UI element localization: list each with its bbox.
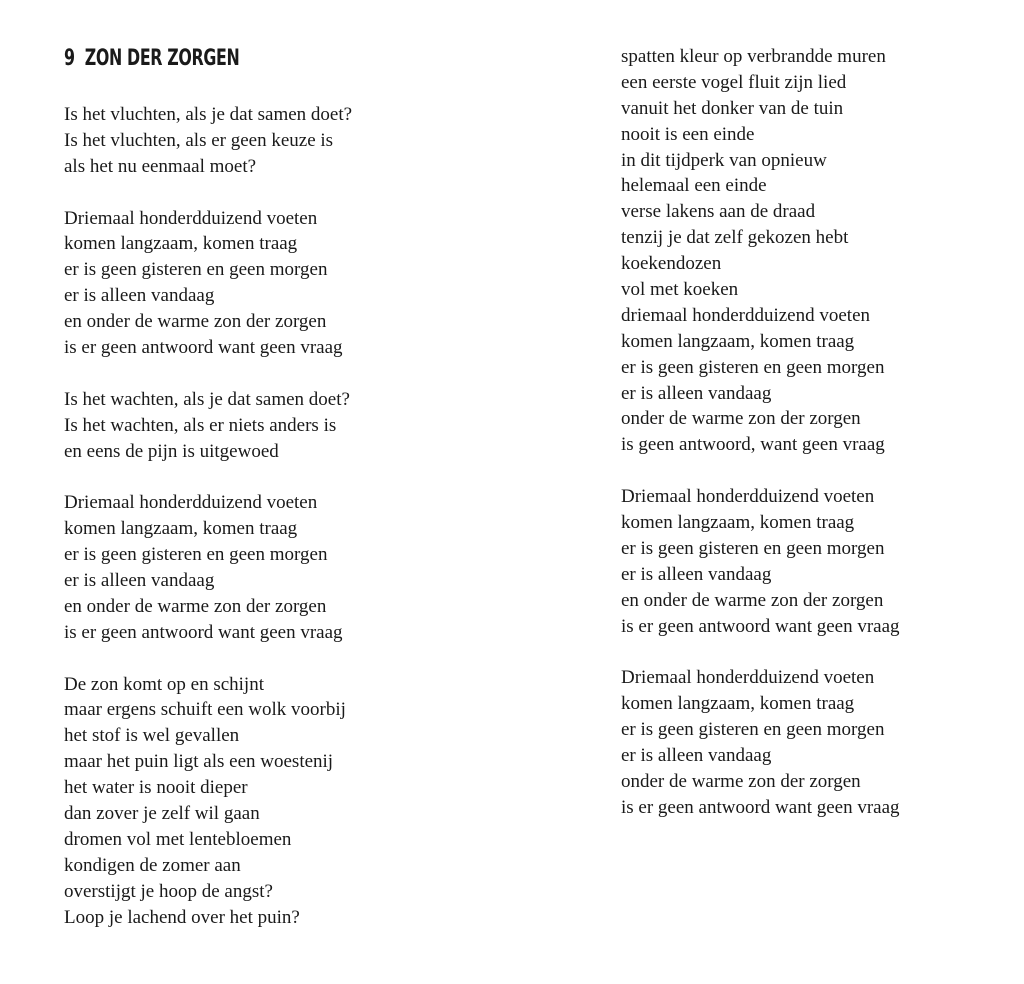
poem-line: De zon komt op en schijnt [64, 673, 264, 695]
poem-line: vol met koeken [621, 279, 739, 301]
poem-line: maar ergens schuift een wolk voorbij [64, 699, 346, 721]
poem-line: Is het wachten, als er niets anders is [64, 414, 337, 436]
poem-line: driemaal honderdduizend voeten [621, 304, 871, 326]
poem-column-right [621, 44, 900, 847]
poem-line: het water is nooit dieper [64, 777, 248, 799]
stanza [621, 484, 900, 639]
poem-line: onder de warme zon der zorgen [621, 408, 861, 430]
stanza [64, 206, 352, 361]
poem-title [64, 44, 239, 74]
poem-line: is er geen antwoord want geen vraag [621, 615, 900, 637]
poem-line: vanuit het donker van de tuin [621, 97, 844, 119]
poem-line: dan zover je zelf wil gaan [64, 803, 260, 825]
poem-line: komen langzaam, komen traag [621, 512, 855, 534]
poem-line: spatten kleur op verbrandde muren [621, 46, 886, 67]
poem-line: er is geen gisteren en geen morgen [621, 719, 885, 741]
poem-line: Driemaal honderdduizend voeten [64, 492, 318, 514]
poem-line: nooit is een einde [621, 123, 755, 145]
poem-line: als het nu eenmaal moet? [64, 155, 257, 177]
poem-line: is er geen antwoord want geen vraag [64, 621, 343, 643]
poem-line: dromen vol met lentebloemen [64, 828, 292, 850]
poem-column-left [64, 102, 352, 956]
poem-line: en eens de pijn is uitgewoed [64, 440, 279, 462]
stanza [64, 672, 352, 931]
poem-line: een eerste vogel fluit zijn lied [621, 71, 847, 93]
poem-line: onder de warme zon der zorgen [621, 770, 861, 792]
poem-line: komen langzaam, komen traag [64, 518, 298, 540]
poem-line: is er geen antwoord want geen vraag [621, 796, 900, 818]
poem-line: er is geen gisteren en geen morgen [621, 356, 885, 378]
stanza [621, 44, 900, 458]
stanza [64, 490, 352, 645]
poem-line: Driemaal honderdduizend voeten [621, 667, 875, 689]
poem-line: Is het vluchten, als je dat samen doet? [64, 104, 353, 125]
poem-line: en onder de warme zon der zorgen [64, 311, 327, 333]
poem-line: er is alleen vandaag [621, 563, 772, 585]
poem-line: er is geen gisteren en geen morgen [64, 544, 328, 566]
poem-line: er is alleen vandaag [621, 382, 772, 404]
poem-line: maar het puin ligt als een woestenij [64, 751, 334, 773]
poem-line: komen langzaam, komen traag [64, 233, 298, 255]
poem-line: tenzij je dat zelf gekozen hebt [621, 227, 849, 249]
poem-line: en onder de warme zon der zorgen [621, 589, 884, 611]
poem-title-text: ZON DER ZORGEN [84, 46, 240, 71]
poem-number: 9 [64, 46, 75, 71]
stanza [621, 665, 900, 820]
poem-line: Driemaal honderdduizend voeten [621, 486, 875, 508]
stanza [64, 102, 352, 180]
poem-line: het stof is wel gevallen [64, 725, 240, 747]
poem-line: Loop je lachend over het puin? [64, 906, 300, 928]
stanza [64, 387, 352, 465]
poem-line: Driemaal honderdduizend voeten [64, 207, 318, 229]
poem-line: koekendozen [621, 253, 722, 275]
poem-line: komen langzaam, komen traag [621, 330, 855, 352]
poem-line: er is alleen vandaag [621, 745, 772, 767]
poem-line: er is geen gisteren en geen morgen [64, 259, 328, 281]
poem-line: Is het wachten, als je dat samen doet? [64, 388, 350, 410]
poem-line: is er geen antwoord want geen vraag [64, 337, 343, 359]
poem-line: verse lakens aan de draad [621, 201, 816, 223]
poem-line: overstijgt je hoop de angst? [64, 880, 273, 902]
poem-line: in dit tijdperk van opnieuw [621, 149, 827, 171]
poem-line: er is alleen vandaag [64, 285, 215, 307]
poem-line: er is alleen vandaag [64, 570, 215, 592]
poem-line: Is het vluchten, als er geen keuze is [64, 129, 334, 151]
poem-line: er is geen gisteren en geen morgen [621, 537, 885, 559]
poem-line: komen langzaam, komen traag [621, 693, 855, 715]
poem-line: is geen antwoord, want geen vraag [621, 434, 885, 456]
poem-line: kondigen de zomer aan [64, 854, 241, 876]
poem-line: en onder de warme zon der zorgen [64, 595, 327, 617]
poem-line: helemaal een einde [621, 175, 767, 197]
